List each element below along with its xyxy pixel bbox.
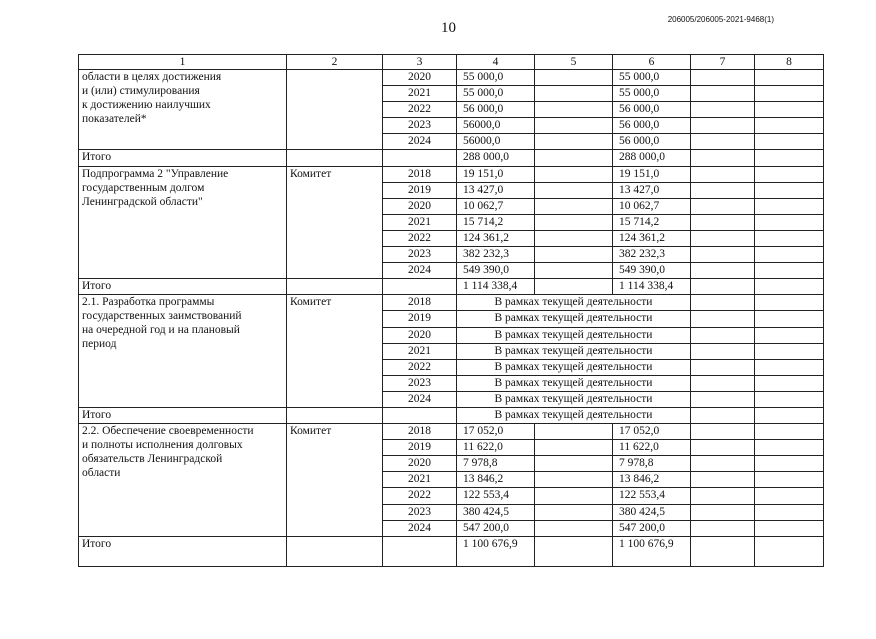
value-cell-col5 xyxy=(535,198,613,214)
total-label-cell: Итого xyxy=(79,407,287,423)
value-cell-col6: 10 062,7 xyxy=(613,198,691,214)
total-value-col6: 1 114 338,4 xyxy=(613,279,691,295)
total-label-cell: Итого xyxy=(79,536,287,566)
table-row xyxy=(79,70,824,86)
year-cell xyxy=(383,150,457,166)
executor-cell xyxy=(287,150,383,166)
year-cell: 2022 xyxy=(383,102,457,118)
value-cell-col8 xyxy=(755,134,824,150)
total-row xyxy=(79,279,824,295)
value-cell-col8 xyxy=(755,440,824,456)
year-cell: 2018 xyxy=(383,424,457,440)
page-number: 10 xyxy=(441,20,456,36)
value-cell-col6: 19 151,0 xyxy=(613,166,691,182)
total-value-col4: 288 000,0 xyxy=(457,150,535,166)
span-text-cell: В рамках текущей деятельности xyxy=(457,359,691,375)
program-name-line: 2.2. Обеспечение своевременности xyxy=(82,425,254,438)
column-header: 5 xyxy=(535,55,613,70)
executor-cell: Комитет xyxy=(287,424,383,537)
program-name-line: и (или) стимулирования xyxy=(82,85,200,97)
program-name-line: период xyxy=(82,338,117,351)
value-cell-col5 xyxy=(535,102,613,118)
value-cell-col8 xyxy=(755,407,824,423)
year-cell: 2022 xyxy=(383,359,457,375)
value-cell-col8 xyxy=(755,263,824,279)
value-cell-col6: 11 622,0 xyxy=(613,440,691,456)
value-cell-col7 xyxy=(691,102,755,118)
value-cell-col6: 549 390,0 xyxy=(613,263,691,279)
value-cell-col6: 55 000,0 xyxy=(613,86,691,102)
value-cell-col7 xyxy=(691,263,755,279)
table-body xyxy=(79,55,824,567)
span-text-cell: В рамках текущей деятельности xyxy=(457,407,691,423)
executor-cell xyxy=(287,70,383,150)
value-cell-col7 xyxy=(691,134,755,150)
year-cell: 2021 xyxy=(383,214,457,230)
year-cell: 2022 xyxy=(383,488,457,504)
column-header: 7 xyxy=(691,55,755,70)
executor-cell: Комитет xyxy=(287,166,383,279)
value-cell-col6: 7 978,8 xyxy=(613,456,691,472)
year-cell: 2023 xyxy=(383,375,457,391)
document-reference: 206005/206005-2021-9468(1) xyxy=(667,15,774,24)
program-name-line: к достижению наилучших xyxy=(82,99,211,111)
column-header: 2 xyxy=(287,55,383,70)
year-cell: 2021 xyxy=(383,86,457,102)
column-header-row xyxy=(79,55,824,70)
value-cell-col7 xyxy=(691,407,755,423)
value-cell-col8 xyxy=(755,150,824,166)
value-cell-col8 xyxy=(755,456,824,472)
value-cell-col4: 382 232,3 xyxy=(457,247,535,263)
year-cell: 2018 xyxy=(383,295,457,311)
value-cell-col7 xyxy=(691,343,755,359)
year-cell: 2019 xyxy=(383,182,457,198)
value-cell-col8 xyxy=(755,247,824,263)
value-cell-col4: 7 978,8 xyxy=(457,456,535,472)
year-cell xyxy=(383,279,457,295)
program-name-line: области в целях достижения xyxy=(82,71,222,83)
program-name-line: области xyxy=(82,467,121,480)
value-cell-col8 xyxy=(755,327,824,343)
value-cell-col6: 56 000,0 xyxy=(613,118,691,134)
value-cell-col7 xyxy=(691,214,755,230)
total-label-cell: Итого xyxy=(79,150,287,166)
value-cell-col8 xyxy=(755,536,824,566)
total-label-cell: Итого xyxy=(79,279,287,295)
year-cell: 2024 xyxy=(383,391,457,407)
year-cell: 2024 xyxy=(383,263,457,279)
executor-cell xyxy=(287,536,383,566)
value-cell-col4: 56 000,0 xyxy=(457,102,535,118)
span-text-cell: В рамках текущей деятельности xyxy=(457,295,691,311)
value-cell-col8 xyxy=(755,424,824,440)
total-row xyxy=(79,150,824,166)
total-value-col6: 1 100 676,9 xyxy=(613,536,691,566)
value-cell-col7 xyxy=(691,504,755,520)
value-cell-col7 xyxy=(691,327,755,343)
value-cell-col8 xyxy=(755,520,824,536)
value-cell-col4: 13 427,0 xyxy=(457,182,535,198)
year-cell: 2023 xyxy=(383,247,457,263)
value-cell-col5 xyxy=(535,279,613,295)
year-cell: 2022 xyxy=(383,230,457,246)
value-cell-col5 xyxy=(535,263,613,279)
value-cell-col5 xyxy=(535,504,613,520)
value-cell-col8 xyxy=(755,375,824,391)
value-cell-col7 xyxy=(691,198,755,214)
value-cell-col4: 55 000,0 xyxy=(457,86,535,102)
executor-cell xyxy=(287,407,383,423)
value-cell-col7 xyxy=(691,247,755,263)
column-header: 4 xyxy=(457,55,535,70)
value-cell-col5 xyxy=(535,440,613,456)
value-cell-col8 xyxy=(755,391,824,407)
value-cell-col6: 124 361,2 xyxy=(613,230,691,246)
program-name-line: обязательств Ленинградской xyxy=(82,453,223,466)
value-cell-col7 xyxy=(691,359,755,375)
program-name-cell xyxy=(79,166,287,279)
value-cell-col7 xyxy=(691,118,755,134)
total-row xyxy=(79,536,824,566)
value-cell-col8 xyxy=(755,311,824,327)
value-cell-col4: 10 062,7 xyxy=(457,198,535,214)
value-cell-col6: 547 200,0 xyxy=(613,520,691,536)
value-cell-col5 xyxy=(535,424,613,440)
value-cell-col8 xyxy=(755,359,824,375)
span-text-cell: В рамках текущей деятельности xyxy=(457,391,691,407)
value-cell-col7 xyxy=(691,375,755,391)
value-cell-col8 xyxy=(755,182,824,198)
year-cell: 2020 xyxy=(383,70,457,86)
value-cell-col5 xyxy=(535,182,613,198)
value-cell-col7 xyxy=(691,230,755,246)
value-cell-col5 xyxy=(535,214,613,230)
value-cell-col8 xyxy=(755,279,824,295)
value-cell-col4: 13 846,2 xyxy=(457,472,535,488)
program-name-line: Ленинградской области" xyxy=(82,195,203,208)
program-name-line: государственным долгом xyxy=(82,181,205,194)
year-cell: 2020 xyxy=(383,327,457,343)
value-cell-col7 xyxy=(691,472,755,488)
value-cell-col8 xyxy=(755,295,824,311)
column-header: 1 xyxy=(79,55,287,70)
program-name-line: государственных заимствований xyxy=(82,310,242,323)
value-cell-col6: 13 846,2 xyxy=(613,472,691,488)
value-cell-col8 xyxy=(755,343,824,359)
value-cell-col4: 380 424,5 xyxy=(457,504,535,520)
value-cell-col4: 17 052,0 xyxy=(457,424,535,440)
value-cell-col8 xyxy=(755,504,824,520)
program-name-cell xyxy=(79,70,287,150)
year-cell: 2024 xyxy=(383,134,457,150)
value-cell-col7 xyxy=(691,150,755,166)
value-cell-col5 xyxy=(535,134,613,150)
year-cell: 2019 xyxy=(383,311,457,327)
value-cell-col7 xyxy=(691,391,755,407)
value-cell-col7 xyxy=(691,424,755,440)
program-name-line: Подпрограмма 2 "Управление xyxy=(82,167,229,180)
program-name-cell xyxy=(79,295,287,408)
value-cell-col8 xyxy=(755,102,824,118)
value-cell-col6: 15 714,2 xyxy=(613,214,691,230)
value-cell-col7 xyxy=(691,536,755,566)
value-cell-col5 xyxy=(535,70,613,86)
value-cell-col4: 547 200,0 xyxy=(457,520,535,536)
total-row xyxy=(79,407,824,423)
column-header: 6 xyxy=(613,55,691,70)
value-cell-col7 xyxy=(691,182,755,198)
value-cell-col5 xyxy=(535,472,613,488)
value-cell-col5 xyxy=(535,86,613,102)
program-name-cell xyxy=(79,424,287,537)
value-cell-col7 xyxy=(691,86,755,102)
program-name-line: показателей* xyxy=(82,113,147,125)
value-cell-col5 xyxy=(535,536,613,566)
value-cell-col7 xyxy=(691,279,755,295)
value-cell-col7 xyxy=(691,456,755,472)
table-row xyxy=(79,424,824,440)
span-text-cell: В рамках текущей деятельности xyxy=(457,343,691,359)
value-cell-col6: 122 553,4 xyxy=(613,488,691,504)
executor-cell xyxy=(287,279,383,295)
executor-cell: Комитет xyxy=(287,295,383,408)
value-cell-col5 xyxy=(535,166,613,182)
year-cell: 2020 xyxy=(383,456,457,472)
value-cell-col7 xyxy=(691,166,755,182)
year-cell: 2021 xyxy=(383,472,457,488)
value-cell-col4: 122 553,4 xyxy=(457,488,535,504)
year-cell: 2018 xyxy=(383,166,457,182)
value-cell-col6: 380 424,5 xyxy=(613,504,691,520)
value-cell-col6: 17 052,0 xyxy=(613,424,691,440)
value-cell-col5 xyxy=(535,230,613,246)
value-cell-col4: 56000,0 xyxy=(457,134,535,150)
year-cell: 2023 xyxy=(383,118,457,134)
value-cell-col5 xyxy=(535,118,613,134)
value-cell-col7 xyxy=(691,70,755,86)
year-cell xyxy=(383,536,457,566)
value-cell-col4: 19 151,0 xyxy=(457,166,535,182)
value-cell-col8 xyxy=(755,230,824,246)
total-value-col4: 1 114 338,4 xyxy=(457,279,535,295)
value-cell-col7 xyxy=(691,520,755,536)
value-cell-col5 xyxy=(535,247,613,263)
value-cell-col4: 56000,0 xyxy=(457,118,535,134)
table-row xyxy=(79,166,824,182)
value-cell-col8 xyxy=(755,166,824,182)
value-cell-col4: 124 361,2 xyxy=(457,230,535,246)
value-cell-col8 xyxy=(755,118,824,134)
span-text-cell: В рамках текущей деятельности xyxy=(457,327,691,343)
value-cell-col8 xyxy=(755,472,824,488)
value-cell-col5 xyxy=(535,520,613,536)
year-cell: 2024 xyxy=(383,520,457,536)
program-name-line: на очередной год и на плановый xyxy=(82,324,240,337)
year-cell: 2020 xyxy=(383,198,457,214)
value-cell-col7 xyxy=(691,311,755,327)
value-cell-col8 xyxy=(755,198,824,214)
span-text-cell: В рамках текущей деятельности xyxy=(457,375,691,391)
year-cell: 2021 xyxy=(383,343,457,359)
column-header: 8 xyxy=(755,55,824,70)
year-cell: 2023 xyxy=(383,504,457,520)
budget-table xyxy=(78,54,824,567)
value-cell-col7 xyxy=(691,295,755,311)
value-cell-col4: 549 390,0 xyxy=(457,263,535,279)
value-cell-col8 xyxy=(755,86,824,102)
value-cell-col4: 11 622,0 xyxy=(457,440,535,456)
value-cell-col6: 56 000,0 xyxy=(613,102,691,118)
value-cell-col6: 13 427,0 xyxy=(613,182,691,198)
span-text-cell: В рамках текущей деятельности xyxy=(457,311,691,327)
value-cell-col6: 56 000,0 xyxy=(613,134,691,150)
value-cell-col7 xyxy=(691,440,755,456)
value-cell-col4: 55 000,0 xyxy=(457,70,535,86)
value-cell-col8 xyxy=(755,70,824,86)
year-cell: 2019 xyxy=(383,440,457,456)
value-cell-col7 xyxy=(691,488,755,504)
value-cell-col4: 15 714,2 xyxy=(457,214,535,230)
table-row xyxy=(79,295,824,311)
program-name-line: 2.1. Разработка программы xyxy=(82,296,215,309)
year-cell xyxy=(383,407,457,423)
column-header: 3 xyxy=(383,55,457,70)
value-cell-col8 xyxy=(755,488,824,504)
total-value-col6: 288 000,0 xyxy=(613,150,691,166)
value-cell-col6: 382 232,3 xyxy=(613,247,691,263)
value-cell-col5 xyxy=(535,150,613,166)
program-name-line: и полноты исполнения долговых xyxy=(82,439,243,452)
value-cell-col6: 55 000,0 xyxy=(613,70,691,86)
value-cell-col5 xyxy=(535,456,613,472)
total-value-col4: 1 100 676,9 xyxy=(457,536,535,566)
value-cell-col8 xyxy=(755,214,824,230)
value-cell-col5 xyxy=(535,488,613,504)
